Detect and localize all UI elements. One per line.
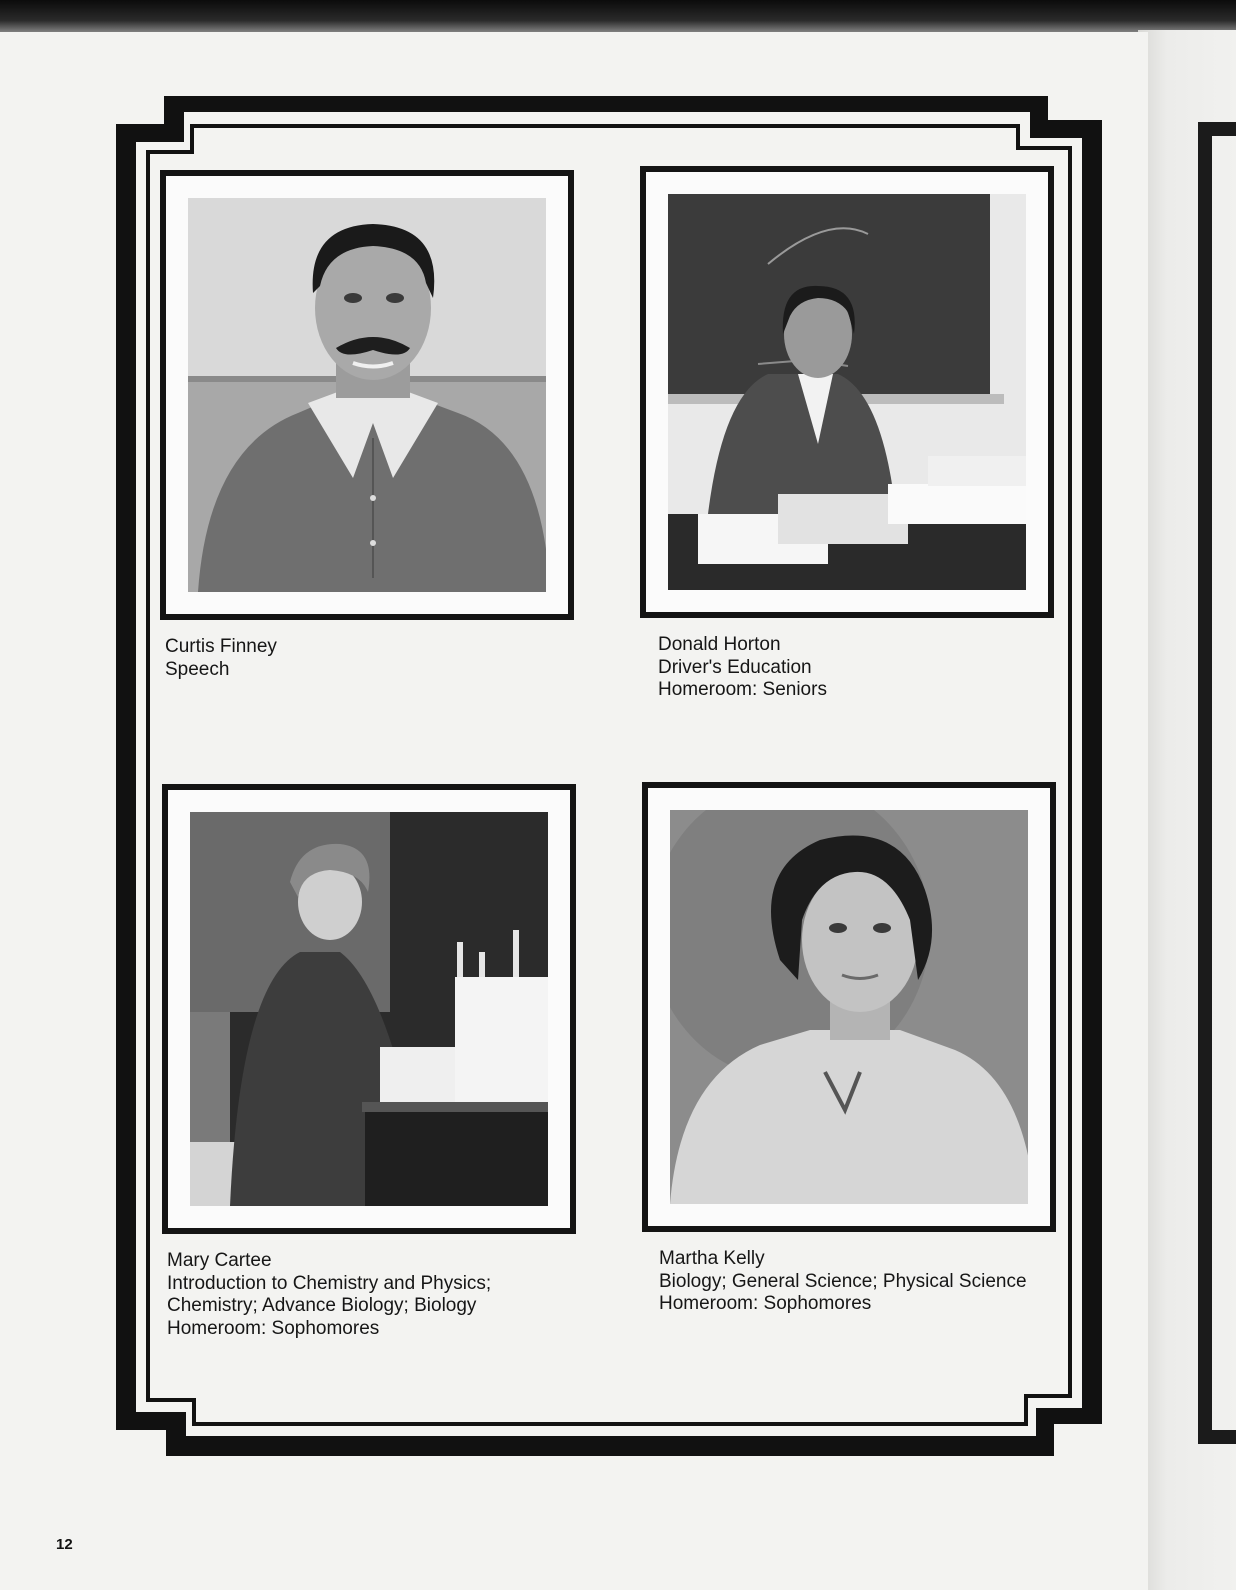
teacher-subjects: Introduction to Chemistry and Physics; (167, 1272, 492, 1294)
teacher-name: Donald Horton (658, 634, 781, 655)
facing-page-frame (1198, 122, 1236, 1444)
photo-frame-curtis-finney (160, 170, 574, 620)
photo-frame-martha-kelly (642, 782, 1056, 1232)
photo-donald-horton (668, 194, 1026, 590)
photo-mary-cartee (190, 812, 548, 1206)
photo-frame-mary-cartee (162, 784, 576, 1234)
caption-mary-cartee (167, 1250, 491, 1340)
page-number: 12 (56, 1536, 73, 1553)
scan-top-edge (0, 0, 1236, 34)
caption-curtis-finney (165, 636, 277, 681)
photo-martha-kelly (670, 810, 1028, 1204)
teacher-subjects: Biology; General Science; Physical Science (659, 1270, 1027, 1292)
teacher-homeroom: Homeroom: Sophomores (659, 1293, 872, 1314)
yearbook-page (0, 32, 1148, 1590)
photo-frame-donald-horton (640, 166, 1054, 618)
teacher-subjects: Speech (165, 658, 230, 680)
photo-curtis-finney (188, 198, 546, 592)
teacher-homeroom: Homeroom: Sophomores (167, 1317, 380, 1339)
teacher-name: Curtis Finney (165, 636, 277, 657)
teacher-subjects: Driver's Education (658, 656, 812, 678)
teacher-homeroom: Homeroom: Seniors (658, 679, 827, 700)
caption-martha-kelly (659, 1248, 1027, 1316)
teacher-name: Martha Kelly (659, 1248, 765, 1269)
teacher-subjects-cont: Chemistry; Advance Biology; Biology (167, 1295, 477, 1316)
caption-donald-horton (658, 634, 827, 702)
teacher-name: Mary Cartee (167, 1250, 272, 1271)
